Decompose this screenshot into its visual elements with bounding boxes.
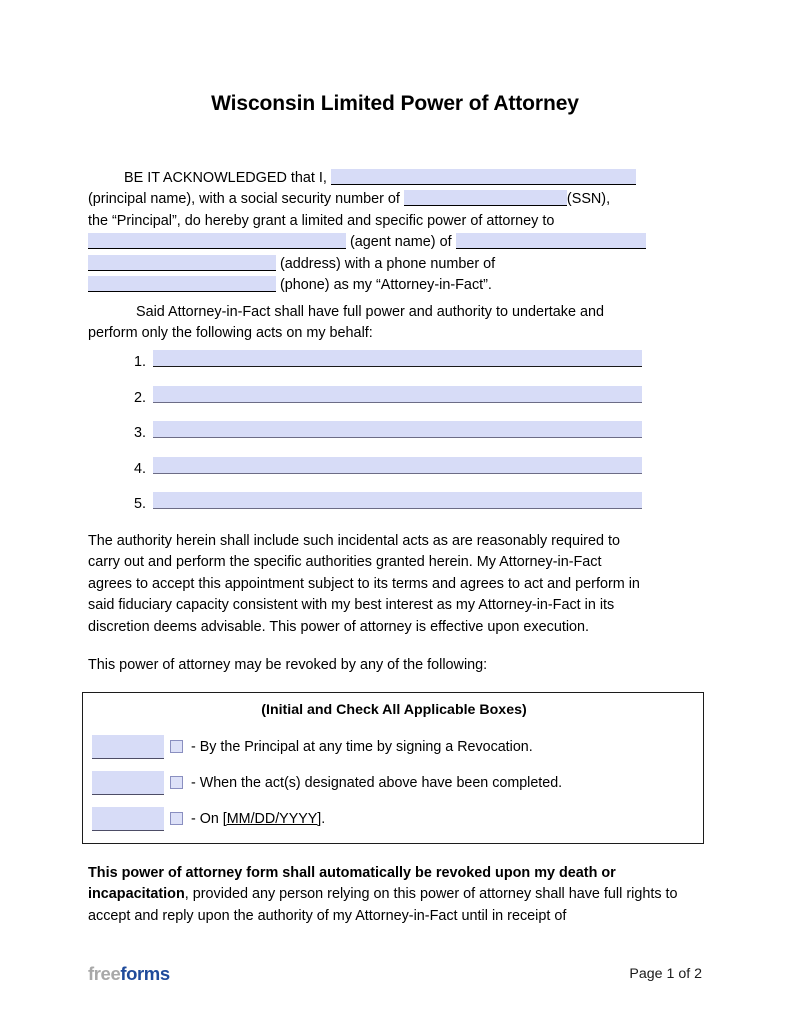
intro-line-2-pre: (principal name), with a social security number of [88, 191, 400, 208]
agent-name-field[interactable] [88, 233, 346, 249]
list-item [88, 490, 692, 526]
intro-line-4 [88, 232, 692, 253]
revocation-intro: This power of attorney may be revoked by any of the following: [88, 657, 488, 673]
applicable-boxes-title: (Initial and Check All Applicable Boxes) [261, 702, 527, 718]
authority-line-5: discretion deems advisable. This power of attorney is effective upon execution. [88, 618, 590, 635]
intro-line-2 [88, 189, 692, 210]
checkbox-2[interactable] [170, 776, 183, 789]
authority-paragraph [88, 531, 692, 638]
intro-line-6 [88, 275, 692, 296]
act-number: 2. [134, 389, 147, 406]
said-attorney-paragraph [88, 302, 692, 345]
said-line-2: perform only the following acts on my behalf: [88, 325, 373, 342]
act-field-5[interactable] [153, 492, 642, 509]
revocation-option-3-pre: - On [191, 811, 223, 827]
final-paragraph-rest: , provided any person relying on this power of attorney shall have full rights to accept and reply upon the authority of my Attorney-in-Fact until in receipt of [88, 886, 678, 924]
ssn-field[interactable] [404, 190, 567, 206]
act-number: 3. [134, 425, 147, 441]
logo-text-free: free [88, 963, 121, 984]
page-title: Wisconsin Limited Power of Attorney [211, 92, 579, 115]
checkbox-3[interactable] [170, 812, 183, 825]
final-paragraph [88, 863, 692, 927]
final-paragraph-bold: This power of attorney form shall automatically be revoked upon my death or incapacitation [88, 865, 616, 903]
intro-line-2-post: (SSN), [566, 191, 611, 208]
initial-field-3[interactable] [92, 807, 164, 831]
list-item [88, 419, 692, 455]
agent-address-line-field[interactable] [456, 233, 646, 249]
said-line-1 [88, 302, 692, 323]
act-field-3[interactable] [153, 421, 642, 438]
initial-field-1[interactable] [92, 735, 164, 759]
authority-line-2: carry out and perform the specific authorities granted herein. My Attorney-in-Fact [88, 554, 602, 571]
list-item [88, 384, 692, 420]
acts-list [88, 348, 692, 526]
principal-name-field[interactable] [331, 169, 636, 185]
intro-line-5 [88, 254, 692, 275]
intro-line-6-post: (phone) as my “Attorney-in-Fact”. [280, 277, 492, 294]
intro-line-4-mid: (agent name) of [350, 234, 452, 251]
list-item [88, 455, 692, 491]
act-number: 1. [134, 354, 147, 370]
revocation-date-placeholder[interactable]: [MM/DD/YYYY] [222, 811, 322, 827]
intro-line-3: the “Principal”, do hereby grant a limited and specific power of attorney to [88, 212, 555, 229]
intro-line-1-text: BE IT ACKNOWLEDGED that I, [124, 170, 327, 186]
revocation-option-3-post: . [321, 811, 326, 827]
act-field-1[interactable] [153, 350, 642, 367]
revocation-option-label-1: - By the Principal at any time by signing a Revocation. [191, 739, 533, 755]
act-field-4[interactable] [153, 457, 642, 474]
revocation-option-label-3 [191, 810, 325, 828]
authority-line-4: said fiduciary capacity consistent with my best interest as my Attorney-in-Fact in its [88, 597, 615, 614]
revocation-option-row-3 [83, 807, 705, 843]
said-line-1-text: Said Attorney-in-Fact shall have full power and authority to undertake and [136, 304, 604, 320]
act-number: 4. [134, 460, 147, 477]
authority-line-1: The authority herein shall include such incidental acts as are reasonably required to [88, 533, 620, 549]
initial-field-2[interactable] [92, 771, 164, 795]
logo-text-forms: forms [120, 963, 170, 984]
revocation-option-label-2: - When the act(s) designated above have been completed. [191, 775, 563, 791]
applicable-boxes-panel [82, 692, 704, 844]
act-field-2[interactable] [153, 386, 642, 403]
page-number-label: Page 1 of 2 [629, 966, 702, 982]
checkbox-1[interactable] [170, 740, 183, 753]
list-item [88, 348, 692, 384]
revocation-option-row-1 [83, 735, 705, 771]
freeforms-logo[interactable] [88, 963, 170, 985]
address-field[interactable] [88, 255, 276, 271]
authority-line-3: agrees to accept this appointment subject to its terms and agrees to act and perform in [88, 575, 640, 592]
phone-field[interactable] [88, 276, 276, 292]
intro-line-1 [88, 168, 692, 189]
intro-paragraph [88, 168, 692, 296]
intro-line-5-post: (address) with a phone number of [280, 255, 496, 272]
revocation-option-row-2 [83, 771, 705, 807]
act-number: 5. [134, 496, 147, 512]
